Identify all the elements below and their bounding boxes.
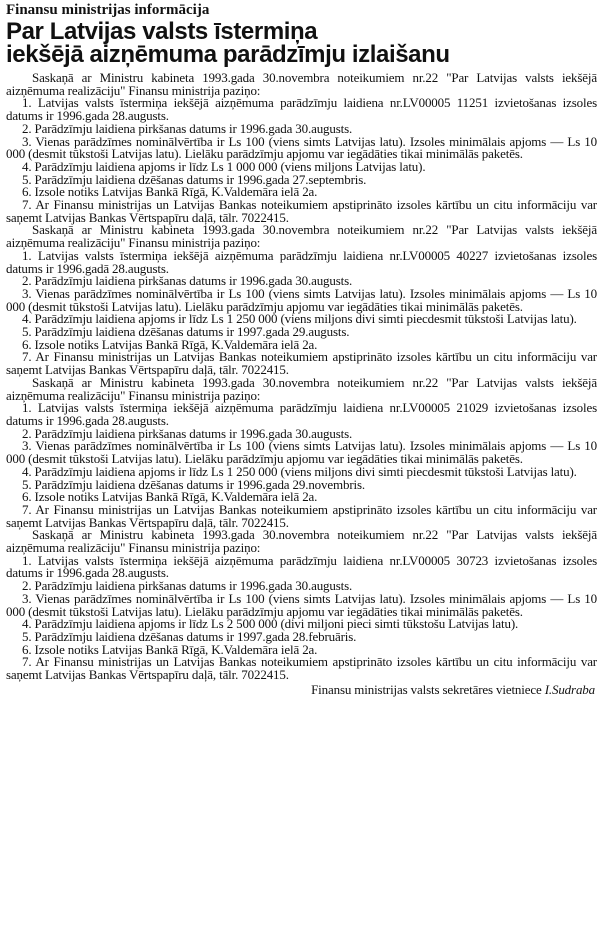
article-body (6, 72, 597, 697)
announcement-item: 1. Latvijas valsts īstermiņa iekšējā aizņēmuma parādzīmju laidiena nr.LV00005 30723 izvietošanas izsoles datums ir 1996.gada 28.augusts. (6, 552, 597, 581)
announcement-item: 2. Parādzīmju laidiena pirkšanas datums ir 1996.gada 30.augusts. (22, 120, 353, 136)
announcement-item: 6. Izsole notiks Latvijas Bankā Rīgā, K.Valdemāra ielā 2a. (22, 336, 318, 352)
article-headline (6, 20, 597, 66)
announcement-item: 4. Parādzīmju laidiena apjoms ir līdz Ls 2 500 000 (divi miljoni pieci simti tūkstošu Latvijas latu). (22, 616, 519, 632)
announcement-item: 4. Parādzīmju laidiena apjoms ir līdz Ls 1 250 000 (viens miljons divi simti piecdesmit tūkstoši Latvijas latu). (22, 311, 577, 327)
announcement-item: 5. Parādzīmju laidiena dzēšanas datums ir 1996.gada 27.septembris. (22, 171, 367, 187)
announcement-item: 6. Izsole notiks Latvijas Bankā Rīgā, K.Valdemāra ielā 2a. (22, 489, 318, 505)
announcement-block (6, 224, 597, 376)
announcement-item: 4. Parādzīmju laidiena apjoms ir līdz Ls 1 250 000 (viens miljons divi simti piecdesmit tūkstoši Latvijas latu). (22, 463, 577, 479)
announcement-item: 3. Vienas parādzīmes nominālvērtība ir Ls 100 (viens simts Latvijas latu). Izsoles minimālais apjoms — Ls 10 000 (desmit tūkstoši Latvijas latu). Lielāku parādzīmju apjomu var iegādāties tikai minimālās paketēs. (6, 133, 597, 162)
announcement-item: 3. Vienas parādzīmes nominālvērtība ir Ls 100 (viens simts Latvijas latu). Izsoles minimālais apjoms — Ls 10 000 (desmit tūkstoši Latvijas latu). Lielāku parādzīmju apjomu var iegādāties tikai minimālās paketēs. (6, 590, 597, 619)
announcement-item: 3. Vienas parādzīmes nominālvērtība ir Ls 100 (viens simts Latvijas latu). Izsoles minimālais apjoms — Ls 10 000 (desmit tūkstoši Latvijas latu). Lielāku parādzīmju apjomu var iegādāties tikai minimālās paketēs. (6, 438, 597, 467)
announcement-item: 5. Parādzīmju laidiena dzēšanas datums ir 1996.gada 29.novembris. (22, 476, 365, 492)
headline-line-1: Par Latvijas valsts īstermiņa (6, 18, 318, 45)
announcement-item: 2. Parādzīmju laidiena pirkšanas datums ir 1996.gada 30.augusts. (22, 425, 353, 441)
announcement-item: 7. Ar Finansu ministrijas un Latvijas Bankas noteikumiem apstiprināto izsoles kārtību un citu informāciju var saņemt Latvijas Bankas Vērtspapīru daļā, tālr. 7022415. (6, 654, 597, 683)
announcement-item: 6. Izsole notiks Latvijas Bankā Rīgā, K.Valdemāra ielā 2a. (22, 184, 318, 200)
announcement-item: 5. Parādzīmju laidiena dzēšanas datums ir 1997.gada 28.februāris. (22, 628, 357, 644)
announcement-item: 3. Vienas parādzīmes nominālvērtība ir Ls 100 (viens simts Latvijas latu). Izsoles minimālais apjoms — Ls 10 000 (desmit tūkstoši Latvijas latu). Lielāku parādzīmju apjomu var iegādāties tikai minimālās paketēs. (6, 285, 597, 314)
announcement-lead: Saskaņā ar Ministru kabineta 1993.gada 30.novembra noteikumiem nr.22 "Par Latvijas valsts iekšējā aizņēmuma realizāciju" Finansu ministrija paziņo: (6, 374, 597, 403)
announcement-item: 1. Latvijas valsts īstermiņa iekšējā aizņēmuma parādzīmju laidiena nr.LV00005 11251 izvietošanas izsoles datums ir 1996.gada 28.augusts. (6, 95, 597, 124)
signature-role: Finansu ministrijas valsts sekretāres vietniece (311, 681, 542, 697)
announcement-lead: Saskaņā ar Ministru kabineta 1993.gada 30.novembra noteikumiem nr.22 "Par Latvijas valsts iekšējā aizņēmuma realizāciju" Finansu ministrija paziņo: (6, 222, 597, 251)
announcement-block (6, 529, 597, 681)
announcement-item: 6. Izsole notiks Latvijas Bankā Rīgā, K.Valdemāra ielā 2a. (22, 641, 318, 657)
announcement-item: 2. Parādzīmju laidiena pirkšanas datums ir 1996.gada 30.augusts. (22, 273, 353, 289)
announcement-lead: Saskaņā ar Ministru kabineta 1993.gada 30.novembra noteikumiem nr.22 "Par Latvijas valsts iekšējā aizņēmuma realizāciju" Finansu ministrija paziņo: (6, 527, 597, 556)
announcement-item: 7. Ar Finansu ministrijas un Latvijas Bankas noteikumiem apstiprināto izsoles kārtību un citu informāciju var saņemt Latvijas Bankas Vērtspapīru daļā, tālr. 7022415. (6, 501, 597, 530)
section-kicker: Finansu ministrijas informācija (6, 2, 210, 18)
announcement-block (6, 72, 597, 224)
announcement-item: 4. Parādzīmju laidiena apjoms ir līdz Ls 1 000 000 (viens miljons Latvijas latu). (22, 158, 426, 174)
announcement-item: 7. Ar Finansu ministrijas un Latvijas Bankas noteikumiem apstiprināto izsoles kārtību un citu informāciju var saņemt Latvijas Bankas Vērtspapīru daļā, tālr. 7022415. (6, 349, 597, 378)
announcement-item: 1. Latvijas valsts īstermiņa iekšējā aizņēmuma parādzīmju laidiena nr.LV00005 21029 izvietošanas izsoles datums ir 1996.gada 28.augusts. (6, 400, 597, 428)
announcement-item: 1. Latvijas valsts īstermiņa iekšējā aizņēmuma parādzīmju laidiena nr.LV00005 40227 izvietošanas izsoles datums ir 1996.gadā 28.augusts. (6, 247, 597, 276)
headline-line-2: iekšējā aizņēmuma parādzīmju izlaišanu (6, 41, 450, 68)
announcement-item: 7. Ar Finansu ministrijas un Latvijas Bankas noteikumiem apstiprināto izsoles kārtību un citu informāciju var saņemt Latvijas Bankas Vērtspapīru daļā, tālr. 7022415. (6, 197, 597, 225)
signature-name: I.Sudraba (544, 681, 595, 697)
signature-line (6, 683, 597, 697)
announcement-item: 5. Parādzīmju laidiena dzēšanas datums ir 1997.gada 29.augusts. (22, 324, 350, 340)
announcement-block (6, 374, 597, 530)
announcement-item: 2. Parādzīmju laidiena pirkšanas datums ir 1996.gada 30.augusts. (22, 578, 353, 594)
announcement-lead: Saskaņā ar Ministru kabineta 1993.gada 30.novembra noteikumiem nr.22 "Par Latvijas valsts iekšējā aizņēmuma realizāciju" Finansu ministrija paziņo: (6, 70, 597, 98)
